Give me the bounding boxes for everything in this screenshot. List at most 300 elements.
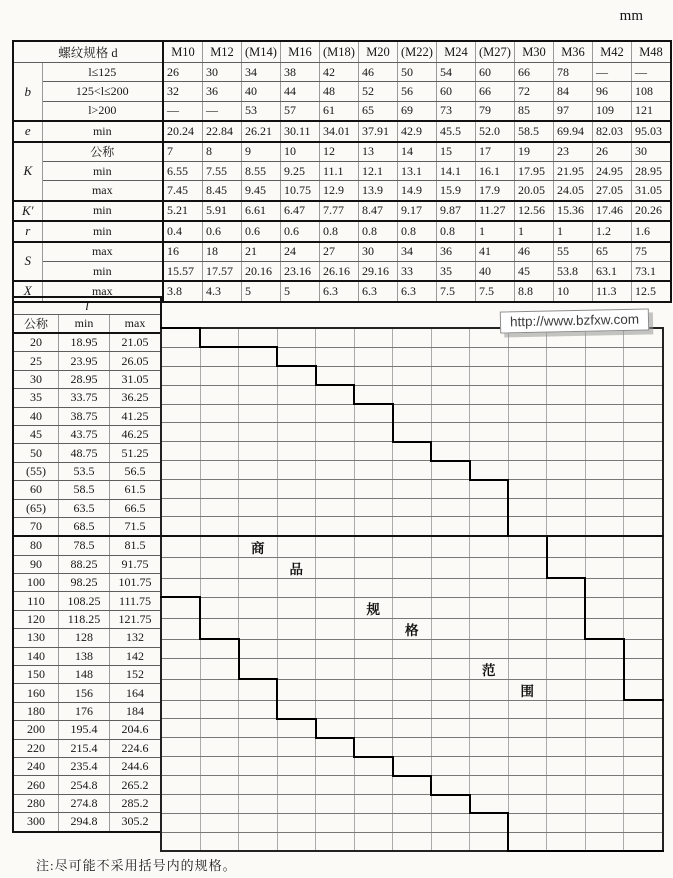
spec-cell: 8.55 [242, 161, 281, 180]
grid-cell [508, 499, 547, 517]
spec-cell: 66 [515, 63, 554, 82]
grid-cell [200, 658, 239, 679]
grid-cell [200, 557, 239, 578]
spec-cell: 53 [242, 101, 281, 121]
grid-cell [316, 738, 355, 757]
spec-cell: 14.9 [398, 181, 437, 201]
grid-cell [316, 700, 355, 719]
spec-row [13, 181, 671, 201]
grid-cell [200, 832, 239, 851]
grid-cell [470, 578, 509, 597]
grid-cell [470, 347, 509, 366]
size-header-M24: M24 [437, 41, 476, 63]
grid-cell [354, 404, 393, 423]
grid-cell [393, 658, 432, 679]
spec-cell: 109 [593, 101, 632, 121]
length-cell: 274.8 [59, 794, 110, 812]
spec-cell: 53.8 [554, 261, 593, 281]
grid-cell [239, 795, 278, 814]
grid-cell [239, 347, 278, 366]
grid-cell [470, 536, 509, 558]
grid-cell [431, 795, 470, 814]
l-column-header: min [59, 315, 110, 334]
spec-cell: 56 [398, 82, 437, 101]
spec-cell: 30 [359, 242, 398, 262]
spec-cell: 9 [242, 142, 281, 162]
length-row [13, 407, 161, 425]
grid-cell [585, 404, 624, 423]
length-row [13, 536, 161, 555]
grid-cell [200, 795, 239, 814]
grid-cell [431, 700, 470, 719]
grid-cell [316, 597, 355, 618]
spec-cell: 12 [320, 142, 359, 162]
length-cell: 300 [13, 813, 59, 832]
grid-cell [470, 366, 509, 385]
length-row [13, 702, 161, 720]
grid-cell [624, 480, 663, 499]
grid-cell [585, 813, 624, 832]
grid-cell [508, 461, 547, 480]
grid-cell [547, 597, 586, 618]
grid-cell [161, 557, 200, 578]
spec-row [13, 142, 671, 162]
grid-cell [200, 578, 239, 597]
grid-cell [585, 639, 624, 658]
grid-cell [470, 385, 509, 404]
spec-cell: 16.1 [476, 161, 515, 180]
spec-cell: 23 [554, 142, 593, 162]
length-cell: 176 [59, 702, 110, 720]
spec-sub-label: min [42, 221, 163, 241]
grid-cell [624, 618, 663, 639]
grid-row [161, 461, 663, 480]
spec-group-label: r [13, 221, 42, 241]
spec-sub-label: min [42, 201, 163, 221]
grid-cell [547, 517, 586, 536]
spec-cell: 11.27 [476, 201, 515, 221]
grid-cell [547, 639, 586, 658]
length-cell: 23.95 [59, 352, 110, 370]
grid-cell [547, 795, 586, 814]
length-cell: 46.25 [110, 425, 162, 443]
grid-cell [431, 536, 470, 558]
spec-cell: 17 [476, 142, 515, 162]
grid-row [161, 517, 663, 536]
length-cell: 215.4 [59, 739, 110, 757]
length-cell: 184 [110, 702, 162, 720]
size-header-(M27): (M27) [476, 41, 515, 63]
spec-group-label: K′ [13, 201, 42, 221]
grid-cell [508, 423, 547, 442]
spec-cell: 26.16 [320, 261, 359, 281]
spec-group-label: e [13, 121, 42, 141]
spec-group-label: K [13, 142, 42, 201]
length-cell: 254.8 [59, 776, 110, 794]
grid-cell [547, 813, 586, 832]
grid-cell [624, 404, 663, 423]
spec-cell: 6.3 [320, 281, 359, 301]
grid-cell [624, 700, 663, 719]
grid-cell [161, 366, 200, 385]
grid-cell [470, 618, 509, 639]
grid-cell [508, 597, 547, 618]
length-cell: 60 [13, 481, 59, 499]
grid-cell [470, 700, 509, 719]
grid-cell [624, 757, 663, 776]
grid-cell [585, 536, 624, 558]
grid-cell [316, 719, 355, 738]
grid-cell [431, 719, 470, 738]
grid-cell [470, 832, 509, 851]
grid-cell [508, 719, 547, 738]
commercial-range-grid [160, 327, 664, 852]
grid-cell [624, 597, 663, 618]
spec-sub-label: max [42, 242, 163, 262]
spec-cell: 69 [398, 101, 437, 121]
grid-cell [508, 366, 547, 385]
grid-cell [316, 776, 355, 795]
grid-cell [239, 719, 278, 738]
grid-cell [393, 757, 432, 776]
grid-cell [431, 658, 470, 679]
grid-row [161, 795, 663, 814]
spec-sub-label: l≤125 [42, 63, 163, 82]
grid-row [161, 442, 663, 461]
spec-cell: 6.61 [242, 201, 281, 221]
spec-cell: 0.8 [320, 221, 359, 241]
grid-cell [508, 832, 547, 851]
spec-cell: 14 [398, 142, 437, 162]
grid-cell [508, 658, 547, 679]
size-header-M20: M20 [359, 41, 398, 63]
grid-cell [200, 328, 239, 347]
grid-cell [161, 480, 200, 499]
grid-cell [431, 404, 470, 423]
range-label-char: 围 [508, 679, 547, 700]
length-row [13, 499, 161, 517]
spec-cell: 15.9 [437, 181, 476, 201]
spec-cell: 58.5 [515, 121, 554, 141]
spec-cell: 23.16 [281, 261, 320, 281]
grid-row [161, 499, 663, 517]
l-column-header: max [110, 315, 162, 334]
spec-cell: 15.57 [163, 261, 203, 281]
length-cell: 30 [13, 370, 59, 388]
grid-cell [470, 461, 509, 480]
length-cell: 224.6 [110, 739, 162, 757]
grid-row [161, 719, 663, 738]
grid-cell [161, 658, 200, 679]
grid-cell [470, 738, 509, 757]
spec-cell: 18 [203, 242, 242, 262]
grid-cell [316, 618, 355, 639]
length-cell: 148 [59, 666, 110, 684]
grid-cell [200, 461, 239, 480]
grid-row [161, 658, 663, 679]
grid-cell [431, 557, 470, 578]
spec-cell: 52 [359, 82, 398, 101]
grid-row [161, 738, 663, 757]
spec-cell: 10 [281, 142, 320, 162]
grid-cell [393, 442, 432, 461]
grid-cell [431, 442, 470, 461]
length-row [13, 647, 161, 665]
spec-cell: 8.8 [515, 281, 554, 301]
grid-cell [585, 618, 624, 639]
spec-cell: 42 [320, 63, 359, 82]
grid-cell [585, 442, 624, 461]
l-header-row [13, 297, 161, 315]
grid-cell [547, 499, 586, 517]
grid-cell [431, 618, 470, 639]
size-header-M12: M12 [203, 41, 242, 63]
spec-cell: 37.91 [359, 121, 398, 141]
grid-cell [316, 832, 355, 851]
spec-cell: — [632, 63, 672, 82]
grid-cell [585, 578, 624, 597]
grid-row [161, 597, 663, 618]
length-cell: 156 [59, 684, 110, 702]
grid-cell [316, 757, 355, 776]
grid-cell [161, 639, 200, 658]
grid-cell [354, 658, 393, 679]
length-cell: 38.75 [59, 407, 110, 425]
spec-cell: 13 [359, 142, 398, 162]
grid-cell [547, 404, 586, 423]
spec-cell: 10 [554, 281, 593, 301]
grid-cell [161, 578, 200, 597]
grid-cell [161, 347, 200, 366]
grid-cell [624, 328, 663, 347]
grid-cell [354, 738, 393, 757]
length-row [13, 684, 161, 702]
grid-cell [431, 499, 470, 517]
grid-cell [393, 366, 432, 385]
spec-cell: 16 [163, 242, 203, 262]
grid-cell [585, 832, 624, 851]
spec-cell: 8 [203, 142, 242, 162]
length-cell: 132 [110, 629, 162, 647]
length-row [13, 666, 161, 684]
grid-cell [547, 658, 586, 679]
length-cell: 164 [110, 684, 162, 702]
size-header-M42: M42 [593, 41, 632, 63]
spec-cell: 45 [515, 261, 554, 281]
spec-cell: 82.03 [593, 121, 632, 141]
spec-cell: 17.9 [476, 181, 515, 201]
grid-cell [354, 639, 393, 658]
spec-cell: 7 [163, 142, 203, 162]
grid-cell [161, 757, 200, 776]
grid-cell [393, 597, 432, 618]
grid-cell [200, 480, 239, 499]
grid-cell [354, 700, 393, 719]
grid-cell [624, 385, 663, 404]
spec-cell: — [163, 101, 203, 121]
grid-cell [354, 347, 393, 366]
length-cell: (55) [13, 462, 59, 480]
grid-cell [239, 757, 278, 776]
grid-cell [547, 679, 586, 700]
grid-cell [316, 499, 355, 517]
grid-cell [393, 719, 432, 738]
length-cell: 280 [13, 794, 59, 812]
grid-cell [354, 832, 393, 851]
grid-cell [508, 480, 547, 499]
grid-cell [431, 328, 470, 347]
spec-cell: 5.21 [163, 201, 203, 221]
grid-cell [547, 738, 586, 757]
grid-cell [431, 639, 470, 658]
grid-cell [393, 795, 432, 814]
grid-cell [277, 347, 316, 366]
spec-cell: 8.47 [359, 201, 398, 221]
grid-cell [200, 366, 239, 385]
spec-cell: 5 [281, 281, 320, 301]
length-cell: 121.75 [110, 610, 162, 628]
grid-cell [277, 404, 316, 423]
spec-cell: 30.11 [281, 121, 320, 141]
grid-cell [316, 536, 355, 558]
grid-cell [354, 366, 393, 385]
grid-row [161, 813, 663, 832]
grid-cell [200, 700, 239, 719]
range-label-char: 品 [277, 557, 316, 578]
grid-cell [316, 347, 355, 366]
spec-cell: 97 [554, 101, 593, 121]
spec-cell: 73 [437, 101, 476, 121]
grid-cell [624, 461, 663, 480]
grid-cell [547, 366, 586, 385]
spec-cell: 35 [437, 261, 476, 281]
spec-cell: 12.9 [320, 181, 359, 201]
spec-cell: 30 [632, 142, 672, 162]
length-cell: 80 [13, 536, 59, 555]
grid-cell [161, 795, 200, 814]
grid-cell [508, 517, 547, 536]
length-row [13, 739, 161, 757]
spec-cell: 0.6 [242, 221, 281, 241]
grid-cell [316, 461, 355, 480]
grid-cell [161, 423, 200, 442]
grid-cell [277, 328, 316, 347]
size-header-(M14): (M14) [242, 41, 281, 63]
grid-cell [316, 795, 355, 814]
length-cell: 61.5 [110, 481, 162, 499]
length-cell: 152 [110, 666, 162, 684]
spec-row [13, 261, 671, 281]
range-label-char: 规 [354, 597, 393, 618]
grid-cell [277, 832, 316, 851]
length-cell: 35 [13, 389, 59, 407]
spec-cell: 21.95 [554, 161, 593, 180]
spec-cell: 72 [515, 82, 554, 101]
grid-row [161, 832, 663, 851]
grid-cell [277, 461, 316, 480]
spec-sub-label: 公称 [42, 142, 163, 162]
grid-cell [200, 618, 239, 639]
spec-cell: 6.55 [163, 161, 203, 180]
grid-cell [585, 385, 624, 404]
grid-cell [354, 776, 393, 795]
spec-cell: 7.5 [437, 281, 476, 301]
spec-cell: 0.8 [398, 221, 437, 241]
grid-cell [585, 499, 624, 517]
length-row [13, 794, 161, 812]
grid-row [161, 618, 663, 639]
length-cell: 200 [13, 721, 59, 739]
spec-cell: 96 [593, 82, 632, 101]
grid-cell [161, 404, 200, 423]
spec-cell: 5 [242, 281, 281, 301]
grid-cell [239, 480, 278, 499]
grid-cell [624, 499, 663, 517]
spec-cell: 29.16 [359, 261, 398, 281]
grid-cell [277, 442, 316, 461]
length-cell: 36.25 [110, 389, 162, 407]
length-row [13, 352, 161, 370]
grid-cell [354, 557, 393, 578]
spec-cell: 11.1 [320, 161, 359, 180]
grid-cell [431, 776, 470, 795]
length-cell: 91.75 [110, 555, 162, 573]
grid-cell [508, 639, 547, 658]
grid-cell [277, 480, 316, 499]
length-row [13, 481, 161, 499]
spec-cell: 13.1 [398, 161, 437, 180]
spec-cell: 45.5 [437, 121, 476, 141]
spec-cell: 26 [593, 142, 632, 162]
grid-cell [393, 480, 432, 499]
spec-cell: 65 [359, 101, 398, 121]
grid-cell [200, 423, 239, 442]
grid-cell [277, 499, 316, 517]
grid-cell [239, 578, 278, 597]
grid-row [161, 347, 663, 366]
range-grid-body [161, 328, 663, 851]
grid-cell [393, 517, 432, 536]
grid-cell [508, 385, 547, 404]
grid-cell [239, 618, 278, 639]
grid-cell [547, 461, 586, 480]
grid-cell [624, 536, 663, 558]
grid-cell [239, 658, 278, 679]
spec-group-label: X [13, 281, 42, 301]
grid-row [161, 679, 663, 700]
grid-cell [547, 832, 586, 851]
length-cell: 41.25 [110, 407, 162, 425]
grid-cell [624, 347, 663, 366]
grid-cell [200, 757, 239, 776]
spec-cell: 24 [281, 242, 320, 262]
grid-cell [585, 679, 624, 700]
spec-cell: 15.36 [554, 201, 593, 221]
grid-cell [508, 795, 547, 814]
grid-cell [316, 639, 355, 658]
spec-sub-label: 125<l≤200 [42, 82, 163, 101]
grid-cell [393, 347, 432, 366]
grid-cell [431, 813, 470, 832]
grid-cell [200, 385, 239, 404]
grid-cell [393, 557, 432, 578]
grid-cell [277, 385, 316, 404]
grid-cell [354, 461, 393, 480]
grid-cell [354, 679, 393, 700]
grid-cell [508, 578, 547, 597]
grid-cell [470, 679, 509, 700]
grid-cell [161, 442, 200, 461]
